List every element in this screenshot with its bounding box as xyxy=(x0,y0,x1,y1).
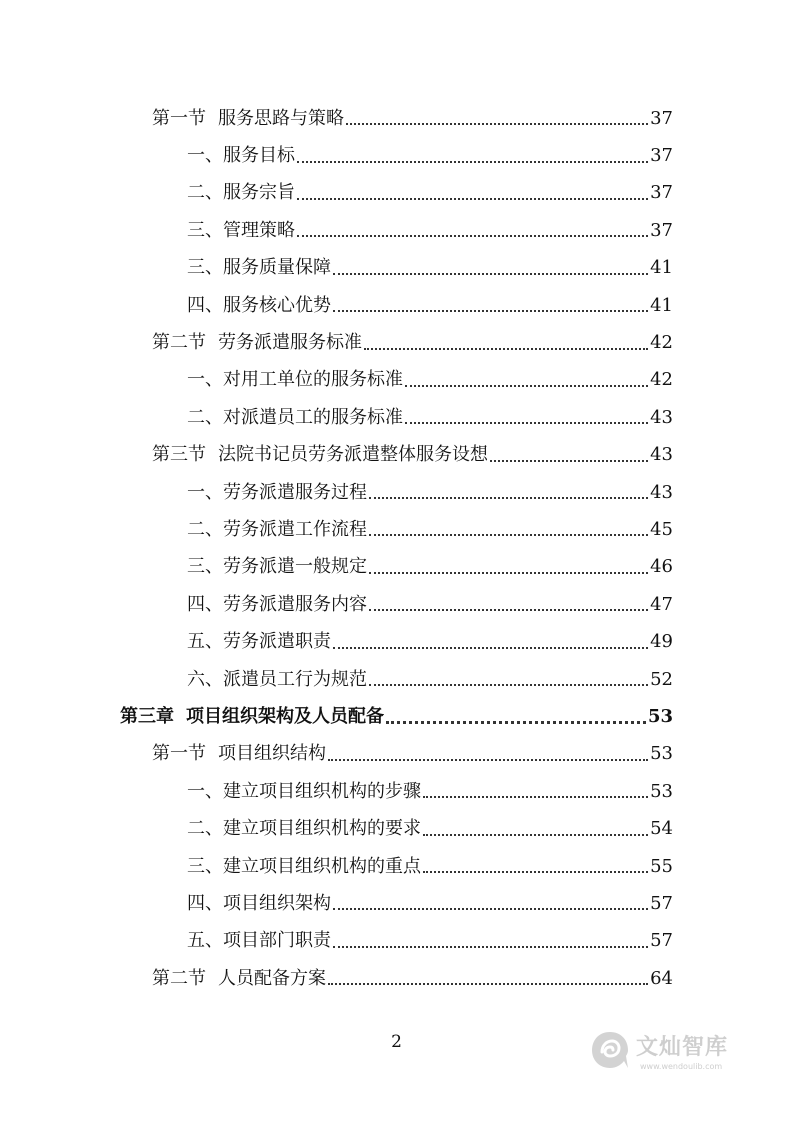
dot-leader xyxy=(297,160,648,163)
dot-leader xyxy=(423,833,648,836)
toc-entry[interactable] xyxy=(0,324,793,361)
toc-entry-chapter[interactable] xyxy=(0,698,793,735)
dot-leader xyxy=(333,272,648,275)
toc-entry-page: 42 xyxy=(650,369,673,391)
toc-entry[interactable] xyxy=(0,923,793,960)
toc-entry-title xyxy=(187,633,331,651)
toc-entry-text: 对派遣员工的服务标准 xyxy=(223,406,403,428)
toc-entry[interactable] xyxy=(0,960,793,997)
toc-entry[interactable] xyxy=(0,175,793,212)
toc-entry-title xyxy=(187,820,421,838)
toc-entry-page: 43 xyxy=(650,444,673,466)
toc-entry-text: 服务思路与策略 xyxy=(218,107,344,129)
toc-entry-number: 二、 xyxy=(187,818,223,840)
toc-entry[interactable] xyxy=(0,810,793,847)
toc-entry-page: 47 xyxy=(650,593,673,615)
toc-entry-page: 45 xyxy=(650,518,673,540)
toc-entry[interactable] xyxy=(0,287,793,324)
toc-entry[interactable] xyxy=(0,137,793,174)
toc-entry-text: 劳务派遣服务内容 xyxy=(223,593,367,615)
toc-entry[interactable] xyxy=(0,362,793,399)
toc-entry-text: 派遣员工行为规范 xyxy=(223,668,367,690)
toc-entry-number: 三、 xyxy=(187,257,223,279)
toc-entry-number: 第三章 xyxy=(120,705,174,727)
toc-entry-number: 五、 xyxy=(187,930,223,952)
page-number: 2 xyxy=(391,1032,402,1052)
toc-entry-text: 项目部门职责 xyxy=(223,930,331,952)
dot-leader xyxy=(369,496,648,499)
toc-entry[interactable] xyxy=(0,661,793,698)
toc-entry-title xyxy=(187,668,367,690)
toc-entry-text: 劳务派遣一般规定 xyxy=(223,556,367,578)
watermark xyxy=(588,1020,758,1080)
toc-entry-number: 四、 xyxy=(187,294,223,316)
toc-entry-title xyxy=(187,219,295,241)
toc-entry-title xyxy=(152,745,326,763)
toc-entry-title xyxy=(187,371,403,389)
toc-entry-title xyxy=(187,932,331,950)
toc-entry-page: 42 xyxy=(650,332,673,354)
dot-leader xyxy=(423,870,648,873)
toc-entry-text: 服务宗旨 xyxy=(223,182,295,204)
dot-leader xyxy=(346,122,648,125)
dot-leader xyxy=(369,571,648,574)
toc-entry-title xyxy=(187,892,331,914)
toc-entry-title xyxy=(152,107,344,129)
toc-entry[interactable] xyxy=(0,250,793,287)
watermark-text xyxy=(636,1030,728,1071)
dot-leader xyxy=(490,459,648,462)
toc-entry-number: 二、 xyxy=(187,182,223,204)
toc-entry-text: 项目组织架构 xyxy=(223,892,331,914)
toc-entry-number: 第一节 xyxy=(152,107,206,129)
toc-entry-text: 建立项目组织机构的要求 xyxy=(223,818,421,840)
toc-entry-page: 37 xyxy=(650,182,673,204)
toc-entry-text: 服务目标 xyxy=(223,145,295,167)
toc-entry-number: 第三节 xyxy=(152,444,206,466)
wendou-logo-icon xyxy=(588,1028,632,1072)
dot-leader xyxy=(333,646,648,649)
table-of-contents xyxy=(0,100,793,997)
toc-entry-number: 一、 xyxy=(187,780,223,802)
dot-leader xyxy=(328,758,648,761)
toc-entry-page: 64 xyxy=(650,967,673,989)
toc-entry-text: 建立项目组织机构的重点 xyxy=(223,855,421,877)
toc-entry-number: 三、 xyxy=(187,556,223,578)
toc-entry[interactable] xyxy=(0,586,793,623)
dot-leader xyxy=(297,234,648,237)
toc-entry-page: 43 xyxy=(650,481,673,503)
toc-entry[interactable] xyxy=(0,437,793,474)
toc-entry-page: 37 xyxy=(650,219,673,241)
dot-leader xyxy=(423,795,648,798)
toc-entry-number: 一、 xyxy=(187,369,223,391)
toc-entry[interactable] xyxy=(0,773,793,810)
dot-leader xyxy=(333,945,648,948)
toc-entry[interactable] xyxy=(0,100,793,137)
toc-entry-title xyxy=(187,855,421,877)
toc-entry-page: 52 xyxy=(650,668,673,690)
toc-entry-title xyxy=(187,406,403,428)
toc-entry-number: 一、 xyxy=(187,481,223,503)
dot-leader xyxy=(297,197,648,200)
dot-leader xyxy=(333,907,648,910)
toc-entry[interactable] xyxy=(0,736,793,773)
dot-leader xyxy=(364,347,648,350)
toc-entry-page: 43 xyxy=(650,406,673,428)
toc-entry-number: 二、 xyxy=(187,518,223,540)
toc-entry-title xyxy=(187,259,331,277)
watermark-name: 文灿智库 xyxy=(636,1034,729,1060)
toc-entry-title xyxy=(187,481,367,503)
toc-entry-number: 三、 xyxy=(187,219,223,241)
toc-entry-page: 46 xyxy=(650,556,673,578)
toc-entry-number: 二、 xyxy=(187,406,223,428)
dot-leader xyxy=(369,683,648,686)
toc-entry-page: 37 xyxy=(650,145,673,167)
toc-entry-page: 37 xyxy=(650,107,673,129)
toc-entry[interactable] xyxy=(0,848,793,885)
toc-entry-text: 服务核心优势 xyxy=(223,294,331,316)
toc-entry-title xyxy=(187,780,421,802)
toc-entry-page: 55 xyxy=(650,855,673,877)
toc-entry-title xyxy=(152,446,488,464)
toc-entry-title xyxy=(187,558,367,576)
dot-leader xyxy=(405,384,648,387)
toc-entry-page: 41 xyxy=(650,294,673,316)
toc-entry-title xyxy=(152,967,326,989)
toc-entry-page: 53 xyxy=(650,780,673,802)
toc-entry-title xyxy=(187,593,367,615)
toc-entry-title xyxy=(187,294,331,316)
toc-entry-title xyxy=(187,518,367,540)
toc-entry-number: 三、 xyxy=(187,855,223,877)
toc-entry-number: 四、 xyxy=(187,593,223,615)
toc-entry-text: 对用工单位的服务标准 xyxy=(223,369,403,391)
toc-entry-number: 五、 xyxy=(187,631,223,653)
dot-leader xyxy=(369,533,648,536)
toc-entry-page: 57 xyxy=(650,930,673,952)
toc-entry-page: 41 xyxy=(650,257,673,279)
toc-entry-text: 项目组织结构 xyxy=(218,743,326,765)
toc-entry-text: 建立项目组织机构的步骤 xyxy=(223,780,421,802)
toc-entry[interactable] xyxy=(0,511,793,548)
toc-entry[interactable] xyxy=(0,549,793,586)
toc-entry-page: 57 xyxy=(650,892,673,914)
toc-entry-number: 第二节 xyxy=(152,332,206,354)
toc-entry-title xyxy=(187,147,295,165)
toc-entry-number: 六、 xyxy=(187,668,223,690)
toc-entry-text: 服务质量保障 xyxy=(223,257,331,279)
toc-entry-text: 劳务派遣职责 xyxy=(223,631,331,653)
toc-entry-page: 49 xyxy=(650,631,673,653)
toc-entry-text: 劳务派遣工作流程 xyxy=(223,518,367,540)
dot-leader xyxy=(386,720,646,724)
toc-entry-text: 法院书记员劳务派遣整体服务设想 xyxy=(218,444,488,466)
toc-entry-text: 劳务派遣服务过程 xyxy=(223,481,367,503)
toc-entry-text: 人员配备方案 xyxy=(218,967,326,989)
toc-entry[interactable] xyxy=(0,399,793,436)
toc-entry[interactable] xyxy=(0,885,793,922)
toc-entry-page: 53 xyxy=(650,743,673,765)
toc-entry-number: 第二节 xyxy=(152,967,206,989)
toc-entry-page: 53 xyxy=(647,705,673,727)
toc-entry-title xyxy=(187,184,295,202)
dot-leader xyxy=(405,421,648,424)
dot-leader xyxy=(333,309,648,312)
toc-entry[interactable] xyxy=(0,212,793,249)
toc-entry-title xyxy=(120,705,384,727)
toc-entry[interactable] xyxy=(0,623,793,660)
toc-entry-text: 项目组织架构及人员配备 xyxy=(186,705,384,727)
toc-entry-page: 54 xyxy=(650,818,673,840)
toc-entry[interactable] xyxy=(0,474,793,511)
toc-entry-text: 管理策略 xyxy=(223,219,295,241)
toc-entry-text: 劳务派遣服务标准 xyxy=(218,332,362,354)
dot-leader xyxy=(328,982,648,985)
dot-leader xyxy=(369,608,648,611)
toc-entry-number: 一、 xyxy=(187,145,223,167)
toc-entry-number: 四、 xyxy=(187,892,223,914)
toc-entry-number: 第一节 xyxy=(152,743,206,765)
watermark-url: www.wendoulib.com xyxy=(640,1061,723,1071)
toc-entry-title xyxy=(152,334,362,352)
